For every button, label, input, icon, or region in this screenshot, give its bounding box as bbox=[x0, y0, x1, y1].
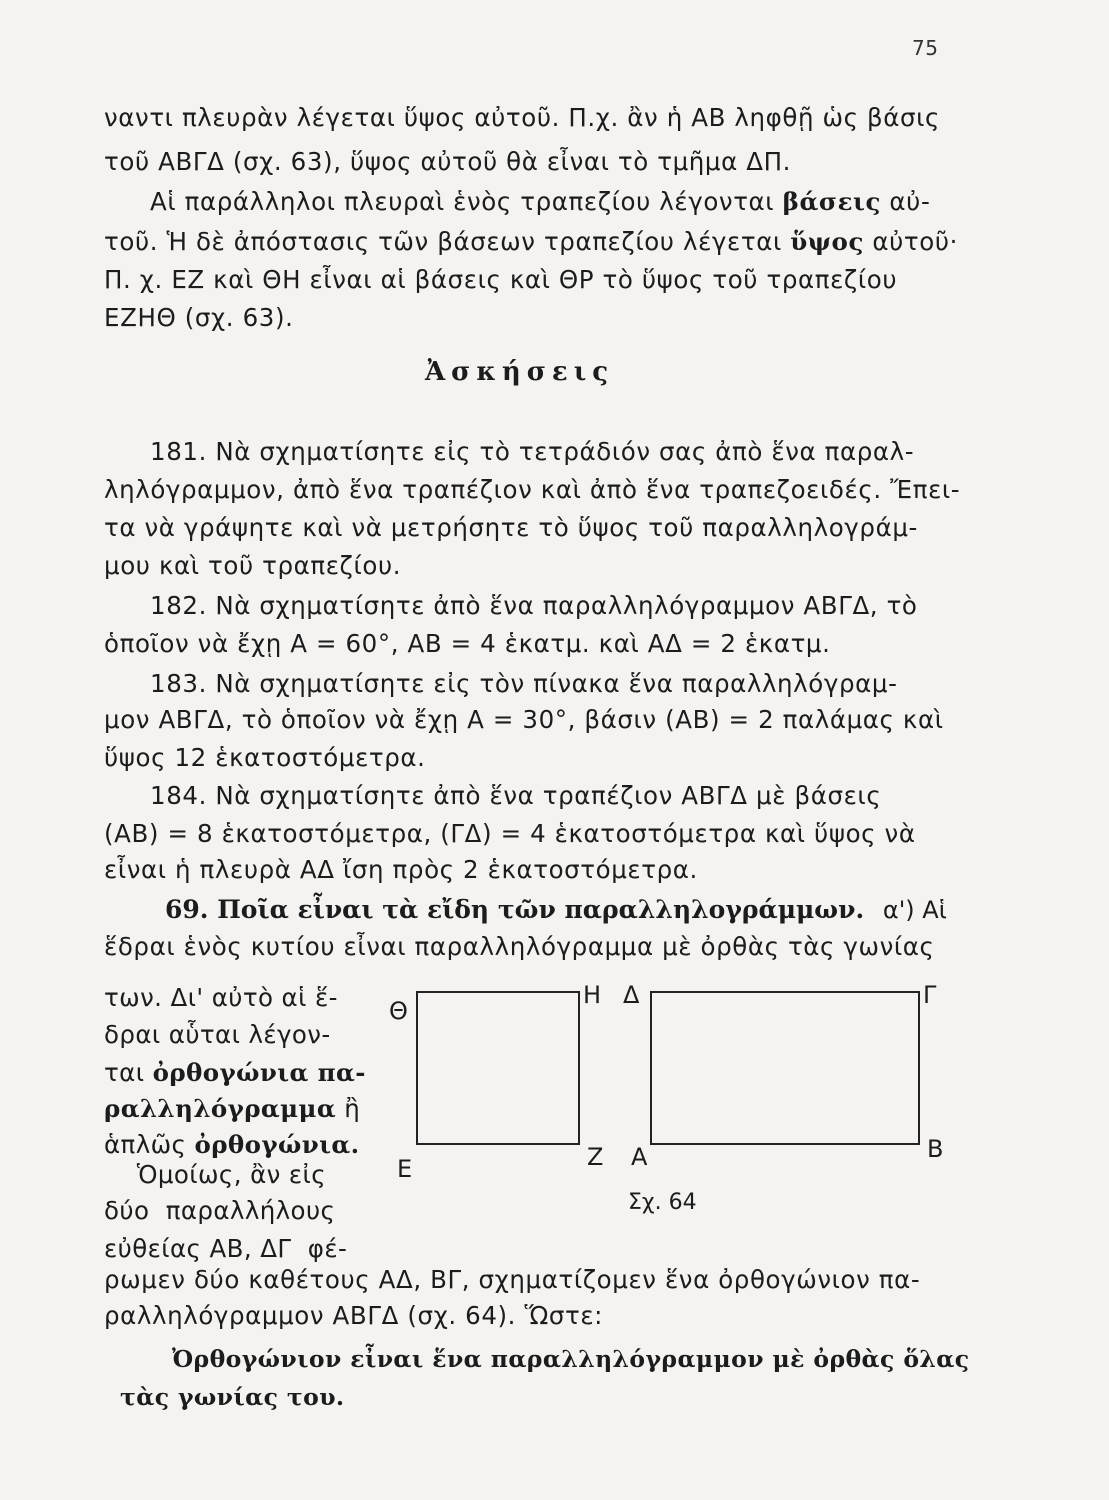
exercise-line: μου καὶ τοῦ τραπεζίου. bbox=[104, 551, 402, 580]
text-span: ται bbox=[104, 1058, 153, 1087]
label-eta: Η bbox=[583, 981, 602, 1009]
exercise-line: 182. Νὰ σχηματίσητε ἀπὸ ἕνα παραλληλόγραμμον ΑΒΓΔ, τὸ bbox=[150, 591, 918, 620]
text-span: των. Δι' αὐτὸ αἱ ἕ- bbox=[104, 983, 338, 1012]
text-span: αὐτοῦ· bbox=[863, 227, 958, 256]
rectangle-ezh-theta bbox=[417, 992, 579, 1144]
label-gamma: Γ bbox=[923, 981, 937, 1009]
text-span: Ὁμοίως, ἂν εἰς bbox=[104, 1160, 327, 1189]
text-line: ναντι πλευρὰν λέγεται ὕψος αὐτοῦ. Π.χ. ἂν ἡ ΑΒ ληφθῇ ὡς βάσις bbox=[104, 103, 940, 132]
wrap-line bbox=[104, 1234, 347, 1263]
text-line: ΕΖΗΘ (σχ. 63). bbox=[104, 303, 294, 332]
wrap-line bbox=[104, 1094, 360, 1123]
exercise-line: 181. Νὰ σχηματίσητε εἰς τὸ τετράδιόν σας ἀπὸ ἕνα παραλ- bbox=[150, 437, 915, 466]
bold-term: ὀρθογώνια. bbox=[194, 1130, 360, 1159]
exercise-line: (ΑΒ) = 8 ἑκατοστόμετρα, (ΓΔ) = 4 ἑκατοστόμετρα καὶ ὕψος νὰ bbox=[104, 819, 916, 848]
text-line: ρωμεν δύο καθέτους ΑΔ, ΒΓ, σχηματίζομεν ἕνα ὀρθογώνιον πα- bbox=[104, 1265, 921, 1294]
text-span: ἢ bbox=[336, 1094, 361, 1123]
text-line: ἕδραι ἑνὸς κυτίου εἶναι παραλληλόγραμμα μὲ ὀρθὰς τὰς γωνίας bbox=[104, 932, 935, 961]
figure-caption: Σχ. 64 bbox=[628, 1190, 697, 1215]
section-title bbox=[165, 895, 947, 924]
figure-64 bbox=[375, 975, 955, 1205]
exercise-line: τα νὰ γράψητε καὶ νὰ μετρήσητε τὸ ὕψος τοῦ παραλληλογράμ- bbox=[104, 513, 918, 542]
wrap-line bbox=[104, 1020, 331, 1049]
exercise-line: μον ΑΒΓΔ, τὸ ὁποῖον νὰ ἔχῃ Α = 30°, βάσιν (ΑΒ) = 2 παλάμας καὶ bbox=[104, 705, 944, 734]
bold-term: ραλληλόγραμμα bbox=[104, 1094, 337, 1123]
exercise-line: εἶναι ἡ πλευρὰ ΑΔ ἴση πρὸς 2 ἑκατοστόμετρα. bbox=[104, 855, 698, 884]
text-span: δραι αὗται λέγον- bbox=[104, 1020, 331, 1049]
text-span: αὐ- bbox=[881, 187, 931, 216]
text-line: Π. χ. ΕΖ καὶ ΘΗ εἶναι αἱ βάσεις καὶ ΘΡ τὸ ὕψος τοῦ τραπεζίου bbox=[104, 265, 898, 294]
label-alpha: Α bbox=[631, 1143, 648, 1171]
label-beta: Β bbox=[927, 1135, 944, 1163]
text-line bbox=[150, 187, 1010, 216]
definition-line: Ὀρθογώνιον εἶναι ἕνα παραλληλόγραμμον μὲ ὀρθὰς ὅλας bbox=[172, 1345, 970, 1373]
definition-line: τὰς γωνίας του. bbox=[120, 1383, 345, 1411]
text-line: τοῦ ΑΒΓΔ (σχ. 63), ὕψος αὐτοῦ θὰ εἶναι τὸ τμῆμα ΔΠ. bbox=[104, 147, 791, 176]
exercise-line: 184. Νὰ σχηματίσητε ἀπὸ ἕνα τραπέζιον ΑΒΓΔ μὲ βάσεις bbox=[150, 781, 882, 810]
wrap-line bbox=[104, 983, 338, 1012]
label-theta: Θ bbox=[389, 997, 408, 1025]
text-span: τοῦ. Ἡ δὲ ἀπόστασις τῶν βάσεων τραπεζίου λέγεται bbox=[104, 227, 791, 256]
wrap-line bbox=[104, 1196, 335, 1225]
exercise-line: ληλόγραμμον, ἀπὸ ἕνα τραπέζιον καὶ ἀπὸ ἕνα τραπεζοειδές. Ἔπει- bbox=[104, 475, 961, 504]
term-bases: βάσεις bbox=[782, 187, 882, 216]
exercise-line: ὕψος 12 ἑκατοστόμετρα. bbox=[104, 743, 426, 772]
section-title-text: 69. Ποῖα εἶναι τὰ εἴδη τῶν παραλληλογράμμων. bbox=[165, 895, 865, 924]
exercise-line: ὁποῖον νὰ ἔχῃ Α = 60°, ΑΒ = 4 ἑκατμ. καὶ ΑΔ = 2 ἑκατμ. bbox=[104, 629, 831, 658]
text-line bbox=[104, 227, 964, 256]
bold-term: ὀρθογώνια πα- bbox=[152, 1058, 366, 1087]
wrap-line bbox=[104, 1130, 360, 1159]
label-epsilon: Ε bbox=[397, 1155, 413, 1183]
text-span: δύο παραλλήλους bbox=[104, 1196, 336, 1225]
text-line: ραλληλόγραμμον ΑΒΓΔ (σχ. 64). Ὥστε: bbox=[104, 1301, 604, 1330]
label-zeta: Ζ bbox=[587, 1143, 604, 1171]
text-span: εὐθείας ΑΒ, ΔΓ φέ- bbox=[104, 1234, 348, 1263]
figure-svg bbox=[375, 975, 955, 1205]
text-span: ἁπλῶς bbox=[104, 1130, 195, 1159]
section-title-suffix: α') Αἱ bbox=[882, 896, 947, 924]
rectangle-abgd bbox=[651, 992, 919, 1144]
exercises-heading: Ἀσκήσεις bbox=[425, 357, 615, 387]
exercise-line: 183. Νὰ σχηματίσητε εἰς τὸν πίνακα ἕνα παραλληλόγραμ- bbox=[150, 669, 898, 698]
text-span: Αἱ παράλληλοι πλευραὶ ἑνὸς τραπεζίου λέγονται bbox=[150, 187, 783, 216]
page-number: 75 bbox=[912, 36, 939, 60]
label-delta: Δ bbox=[623, 981, 640, 1009]
term-height: ὕψος bbox=[790, 227, 864, 256]
wrap-line bbox=[104, 1160, 326, 1189]
wrap-line bbox=[104, 1058, 366, 1087]
